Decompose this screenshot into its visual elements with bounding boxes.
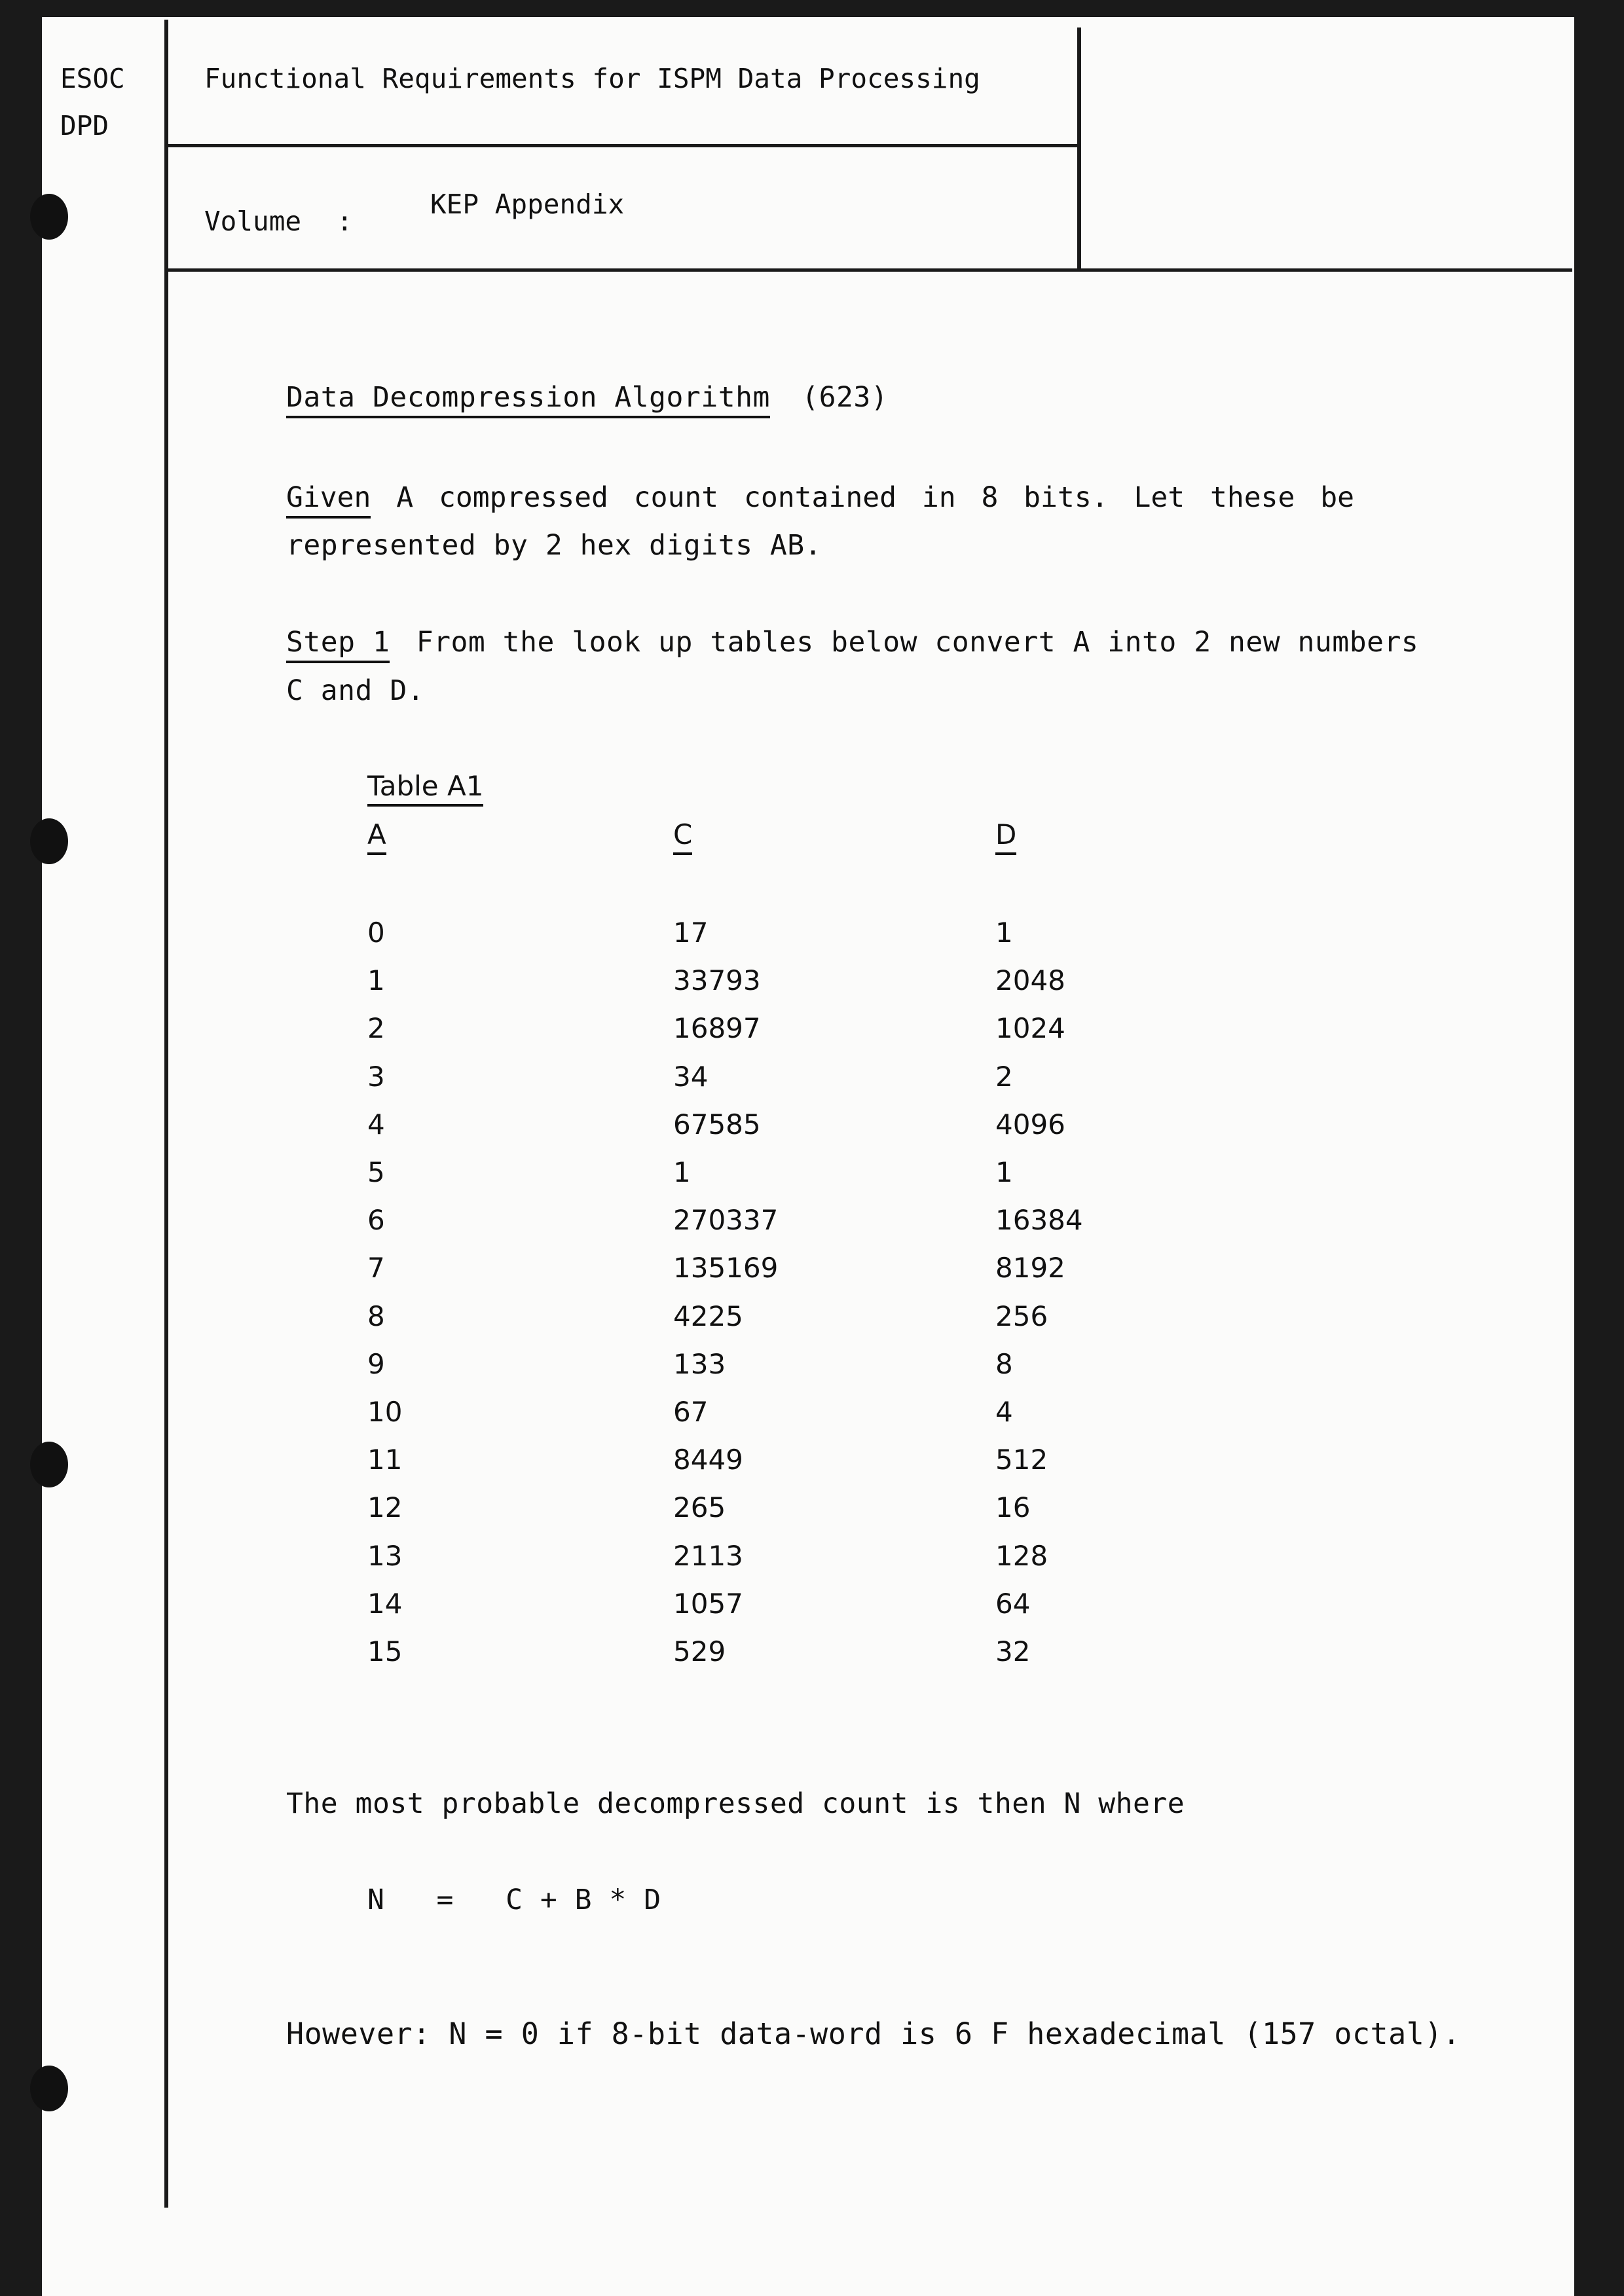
given-word: Let: [1134, 481, 1185, 514]
table-cell: 67: [673, 1396, 709, 1428]
table-cell: 17: [673, 917, 709, 949]
document-page: [42, 17, 1574, 2296]
step1-line-2: C and D.: [286, 674, 425, 707]
step1-line-1: [286, 626, 1418, 659]
given-word: be: [1320, 481, 1354, 514]
table-cell: 128: [995, 1540, 1048, 1572]
org-name: ESOC: [60, 63, 125, 94]
table-header-a: [367, 818, 386, 850]
section-heading-text: Data Decompression Algorithm: [286, 381, 770, 418]
table-cell: 14: [367, 1588, 403, 1620]
given-label: Given: [286, 481, 371, 519]
table-cell: 34: [673, 1061, 709, 1093]
table-cell: 3: [367, 1061, 385, 1093]
table-title-text: Table A1: [367, 770, 483, 807]
table-cell: 15: [367, 1635, 403, 1667]
table-cell: 4: [995, 1396, 1013, 1428]
volume-value: KEP Appendix: [430, 189, 625, 220]
volume-separator: :: [337, 206, 353, 237]
given-word: A: [396, 481, 414, 514]
section-heading-ref: (623): [802, 381, 889, 414]
column-header: D: [995, 818, 1016, 855]
formula: N = C + B * D: [367, 1884, 661, 1916]
punch-hole: [30, 1442, 68, 1487]
table-cell: 1: [673, 1156, 691, 1188]
given-word: contained: [744, 481, 896, 514]
table-cell: 16: [995, 1491, 1031, 1523]
left-margin-rule: [164, 20, 168, 2208]
table-cell: 4: [367, 1108, 385, 1140]
table-header-d: [995, 818, 1016, 850]
table-cell: 32: [995, 1635, 1031, 1667]
header-divider-rule: [1077, 27, 1081, 271]
table-title: [367, 770, 483, 802]
table-cell: 512: [995, 1444, 1048, 1476]
table-cell: 6: [367, 1204, 385, 1236]
table-cell: 8449: [673, 1444, 743, 1476]
org-department: DPD: [60, 110, 109, 141]
table-cell: 12: [367, 1491, 403, 1523]
table-cell: 1024: [995, 1012, 1065, 1044]
table-header-c: [673, 818, 692, 850]
table-cell: 0: [367, 917, 385, 949]
table-cell: 16384: [995, 1204, 1083, 1236]
table-cell: 8: [995, 1348, 1013, 1380]
table-cell: 4096: [995, 1108, 1065, 1140]
table-cell: 11: [367, 1444, 403, 1476]
table-cell: 8192: [995, 1252, 1065, 1284]
step1-text: From the look up tables below convert A into 2 new numbers: [416, 626, 1419, 659]
exception-note: However: N = 0 if 8-bit data-word is 6 F hexadecimal (157 octal).: [286, 2016, 1461, 2051]
table-cell: 64: [995, 1588, 1031, 1620]
given-word: these: [1209, 481, 1295, 514]
table-cell: 1057: [673, 1588, 743, 1620]
table-cell: 256: [995, 1300, 1048, 1332]
table-cell: 1: [995, 1156, 1013, 1188]
given-word: in: [921, 481, 956, 514]
table-cell: 10: [367, 1396, 403, 1428]
table-cell: 33793: [673, 964, 761, 996]
table-cell: 135169: [673, 1252, 779, 1284]
given-word: 8: [981, 481, 999, 514]
table-cell: 7: [367, 1252, 385, 1284]
table-cell: 5: [367, 1156, 385, 1188]
given-word: compressed: [439, 481, 608, 514]
section-heading: [286, 381, 888, 414]
header-rule-1: [164, 144, 1081, 147]
column-header: A: [367, 818, 386, 855]
table-cell: 2113: [673, 1540, 743, 1572]
table-cell: 4225: [673, 1300, 743, 1332]
punch-hole: [30, 2066, 68, 2111]
table-cell: 529: [673, 1635, 726, 1667]
given-word: count: [633, 481, 719, 514]
table-cell: 265: [673, 1491, 726, 1523]
document-title: Functional Requirements for ISPM Data Processing: [204, 63, 980, 94]
step1-label: Step 1: [286, 626, 390, 663]
table-cell: 67585: [673, 1108, 761, 1140]
table-cell: 133: [673, 1348, 726, 1380]
table-cell: 1: [367, 964, 385, 996]
table-cell: 1: [995, 917, 1013, 949]
result-sentence: The most probable decompressed count is then N where: [286, 1787, 1185, 1820]
volume-label: Volume: [204, 206, 302, 237]
given-word: bits.: [1024, 481, 1109, 514]
table-cell: 2048: [995, 964, 1065, 996]
table-cell: 2: [367, 1012, 385, 1044]
punch-hole: [30, 194, 68, 240]
header-rule-2: [164, 268, 1572, 272]
given-line-2: represented by 2 hex digits AB.: [286, 529, 822, 562]
table-cell: 8: [367, 1300, 385, 1332]
table-cell: 2: [995, 1061, 1013, 1093]
given-line-1: [286, 481, 1354, 519]
table-cell: 9: [367, 1348, 385, 1380]
table-cell: 270337: [673, 1204, 779, 1236]
table-cell: 16897: [673, 1012, 761, 1044]
table-cell: 13: [367, 1540, 403, 1572]
column-header: C: [673, 818, 692, 855]
punch-hole: [30, 818, 68, 864]
